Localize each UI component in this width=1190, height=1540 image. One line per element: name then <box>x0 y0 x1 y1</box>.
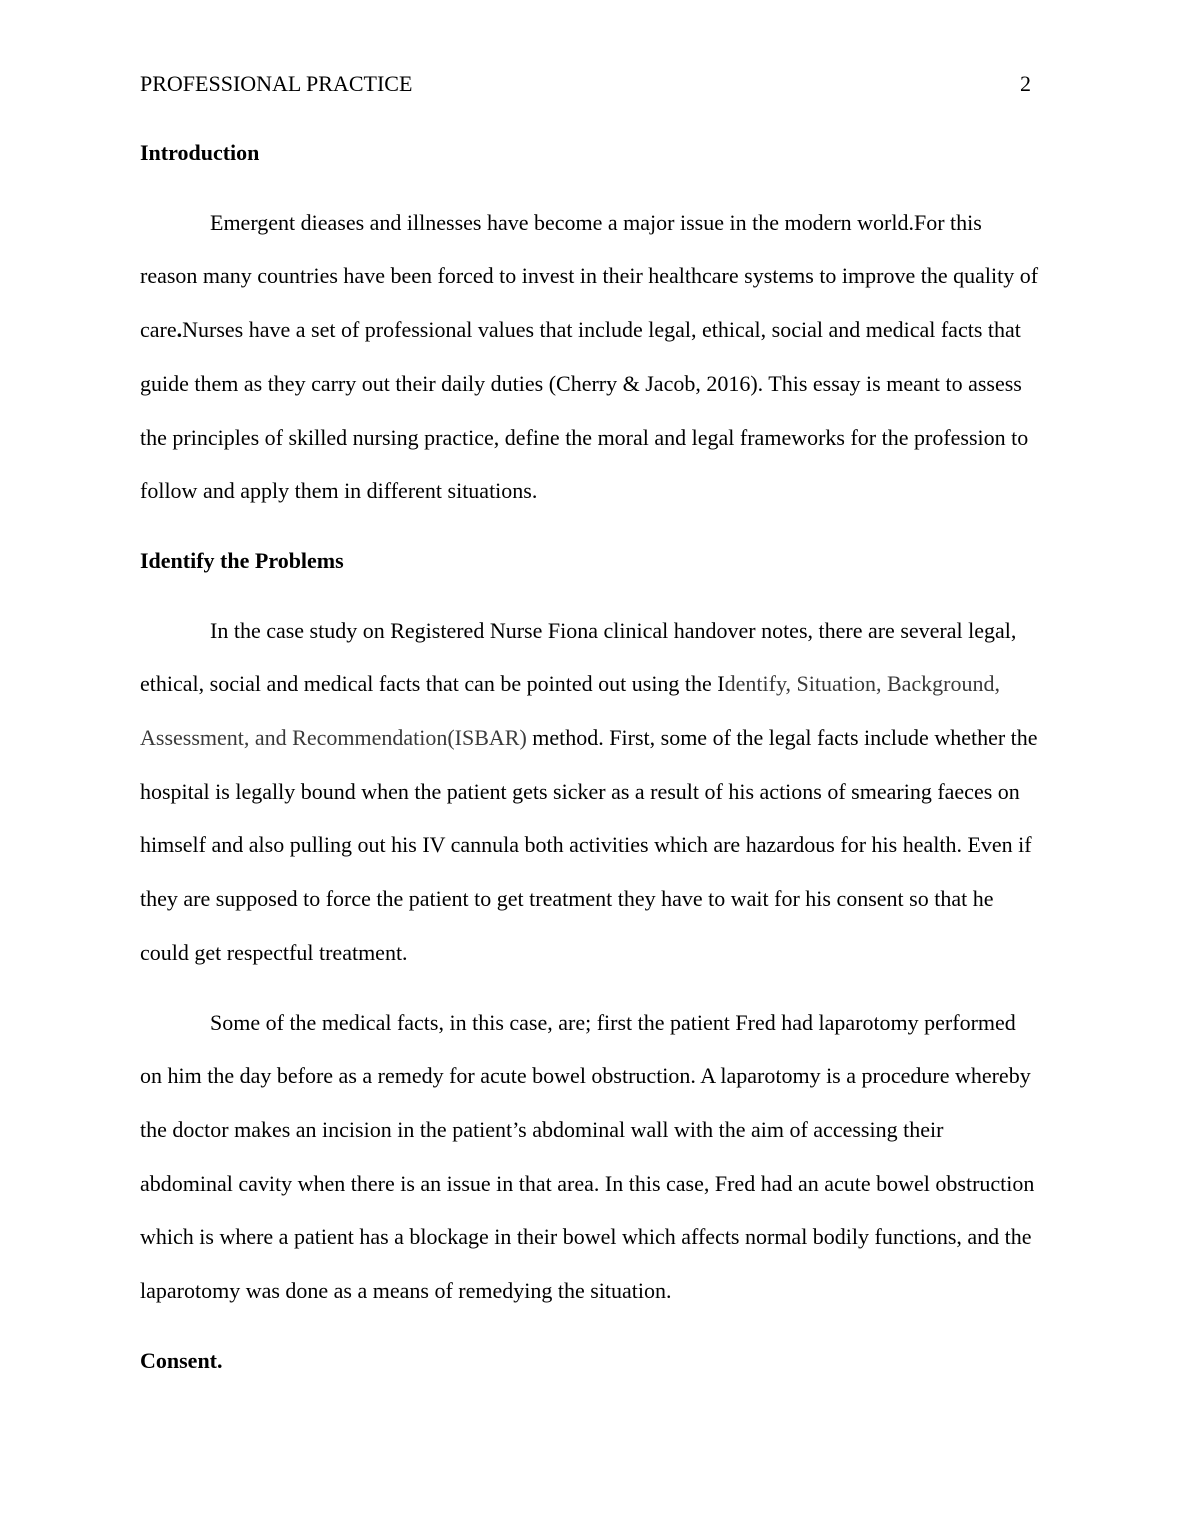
heading-identify-problems: Identify the Problems <box>140 547 344 573</box>
paragraph-introduction <box>140 196 1040 518</box>
paragraph-introduction-part-b: Nurses have a set of professional values that include legal, ethical, social and medical facts that guide them as they carry out their daily duties (Cherry & Jacob, 2016). This essay is meant to assess the principles of skilled nursing practice, define the moral and legal frameworks for the profession to follow and apply them in different situations. <box>140 317 1029 504</box>
heading-introduction: Introduction <box>140 140 260 165</box>
page-number: 2 <box>1020 71 1031 96</box>
running-head <box>140 70 1031 98</box>
paragraph-introduction-bold-period: . <box>176 317 183 343</box>
running-head-title: PROFESSIONAL PRACTICE <box>140 71 413 96</box>
paragraph-introduction-part-a: Emergent dieases and illnesses have become a major issue in the modern world.For this reason many countries have been forced to invest in their healthcare systems to improve the quality of care <box>140 209 1039 343</box>
paragraph-identify-1-part-b: method. First, some of the legal facts include whether the hospital is legally bound when the patient gets sicker as a result of his actions of smearing faeces on himself and also pulling out his IV cannula both activities which are hazardous for his health. Even if they are supposed to force the patient to get treatment they have to wait for his consent so that he could get respectful treatment. <box>140 725 1038 965</box>
paragraph-identify-1-part-a: In the case study on Registered Nurse Fiona clinical handover notes, there are several legal, ethical, social and medical facts that can be pointed out using the I <box>140 617 1017 697</box>
heading-consent: Consent. <box>140 1347 223 1373</box>
paragraph-identify-2: Some of the medical facts, in this case, are; first the patient Fred had laparotomy performed on him the day before as a remedy for acute bowel obstruction. A laparotomy is a procedure whereby the doctor makes an incision in the patient’s abdominal wall with the aim of accessing their abdominal cavity when there is an issue in that area. In this case, Fred had an acute bowel obstruction which is where a patient has a blockage in their bowel which affects normal bodily functions, and the laparotomy was done as a means of remedying the situation. <box>140 1009 1035 1304</box>
document-body <box>140 126 1040 1403</box>
paragraph-identify-1 <box>140 604 1040 980</box>
paragraph-identify-1-isbar: dentify, Situation, Background, Assessment, and Recommendation(ISBAR) <box>140 671 1001 751</box>
